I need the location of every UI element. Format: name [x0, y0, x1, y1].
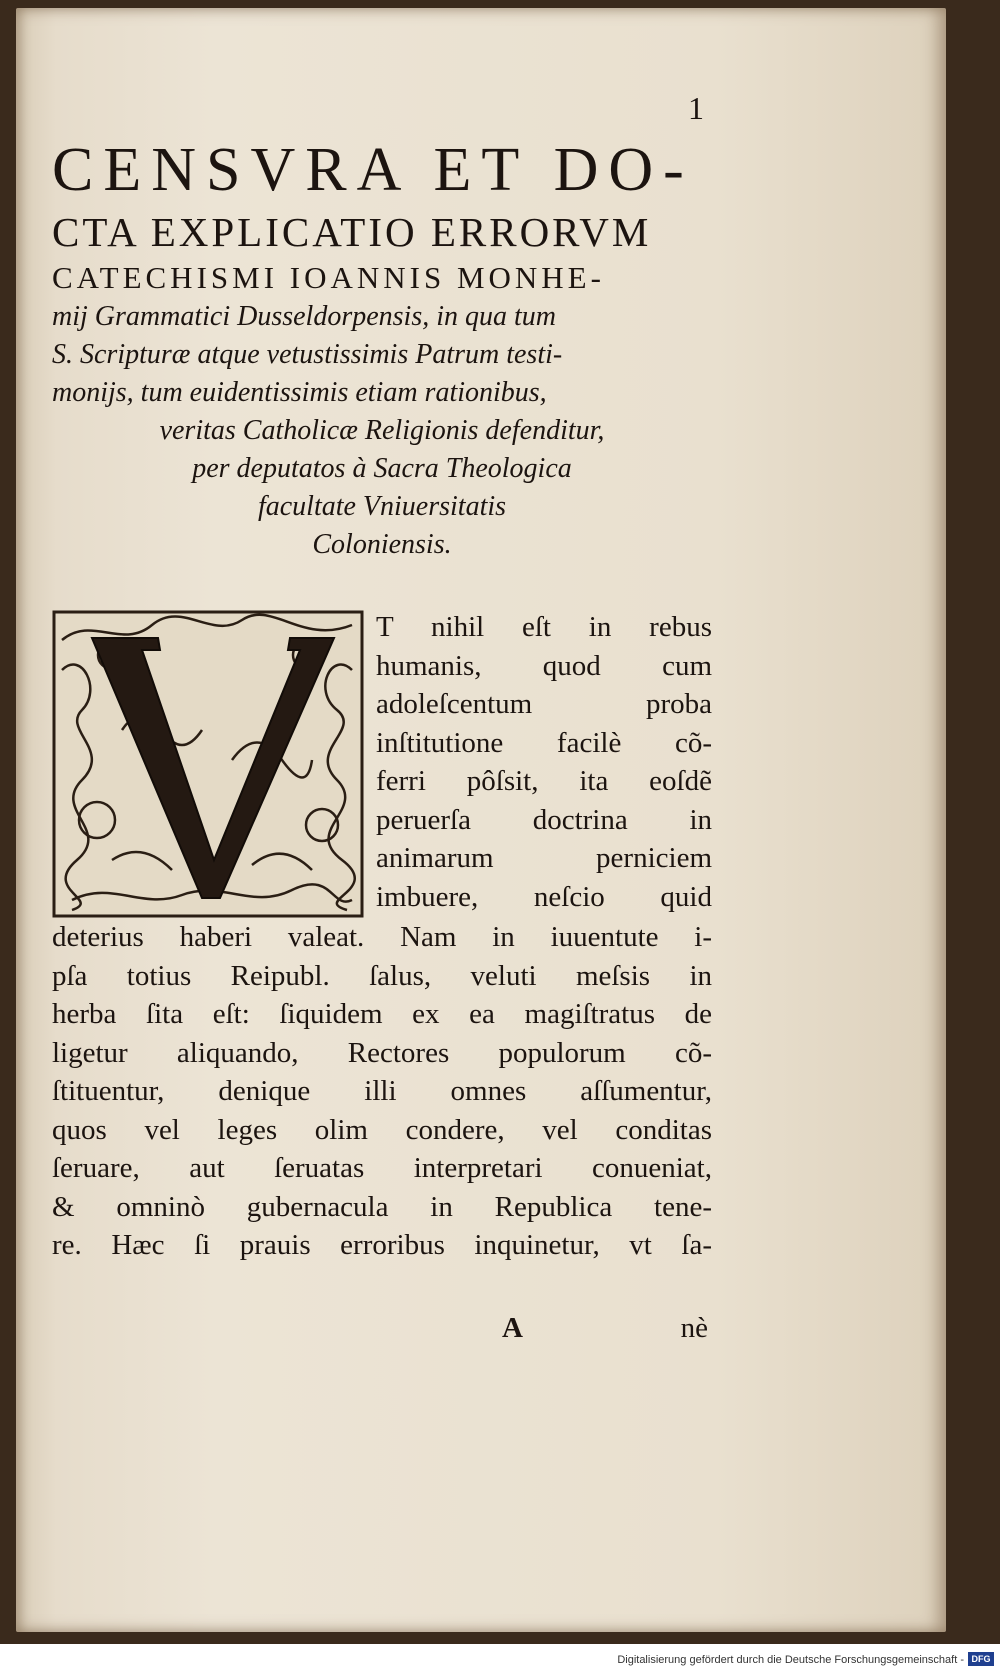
subtitle-line: mij Grammatici Dusseldorpensis, in qua tum [52, 301, 556, 332]
body-line: ferri pôſsit, ita eoſdẽ [376, 765, 712, 797]
body-line: ſtituentur, denique illi omnes aſſumentur, [52, 1075, 712, 1107]
body-line: peruerſa doctrina in [376, 803, 712, 836]
body-line: humanis, quod cum [376, 649, 712, 682]
body-line: quos vel leges olim condere, vel conditas [52, 1113, 712, 1146]
title-line-3: CATECHISMI IOANNIS MONHE- [52, 260, 605, 295]
subtitle-line: monijs, tum euidentissimis etiam rationibus, [52, 377, 547, 408]
body-line: inſtitutione facilè cõ- [376, 726, 712, 759]
body-line: deterius haberi valeat. Nam in iuuentute i- [52, 921, 712, 953]
body-line: ſeruare, aut ſeruatas interpretari conueniat, [52, 1152, 712, 1184]
title-line-1: CENSVRA ET DO- [52, 136, 694, 204]
subtitle-line: per deputatos à Sacra Theologica [192, 453, 572, 484]
page-footer-row [52, 1312, 712, 1352]
body-line: imbuere, neſcio quid [376, 880, 712, 913]
dfg-logo: DFG [968, 1652, 994, 1666]
body-text [52, 608, 712, 1265]
title-block [52, 134, 712, 564]
body-line: & omninò gubernacula in Republica tene- [52, 1190, 712, 1223]
subtitle-line: facultate Vniuersitatis [257, 491, 507, 522]
title-line-2: CTA EXPLICATIO ERRORVM [52, 209, 652, 255]
page-number: 1 [688, 90, 704, 126]
dfg-credit-text: Digitalisierung gefördert durch die Deutsche Forschungsgemeinschaft - [617, 1654, 964, 1666]
body-line: animarum perniciem [376, 842, 712, 874]
body-line: herba ſita eſt: ſiquidem ex ea magiſtratus de [52, 998, 712, 1030]
catchword: nè [680, 1312, 708, 1344]
decorated-initial-v [52, 610, 364, 918]
subtitle-line: S. Scripturæ atque vetustissimis Patrum testi- [52, 339, 563, 370]
body-line: ligetur aliquando, Rectores populorum cõ- [52, 1036, 712, 1069]
body-line: adoleſcentum proba [376, 688, 712, 720]
body-line: re. Hæc ſi prauis erroribus inquinetur, vt ſa- [52, 1229, 712, 1261]
body-line: T nihil eſt in rebus [376, 611, 712, 643]
body-line: pſa totius Reipubl. ſalus, veluti meſsis in [52, 959, 712, 992]
subtitle-line: veritas Catholicæ Religionis defenditur, [159, 415, 605, 446]
signature-mark: A [502, 1312, 523, 1344]
subtitle-line: Coloniensis. [312, 529, 452, 560]
